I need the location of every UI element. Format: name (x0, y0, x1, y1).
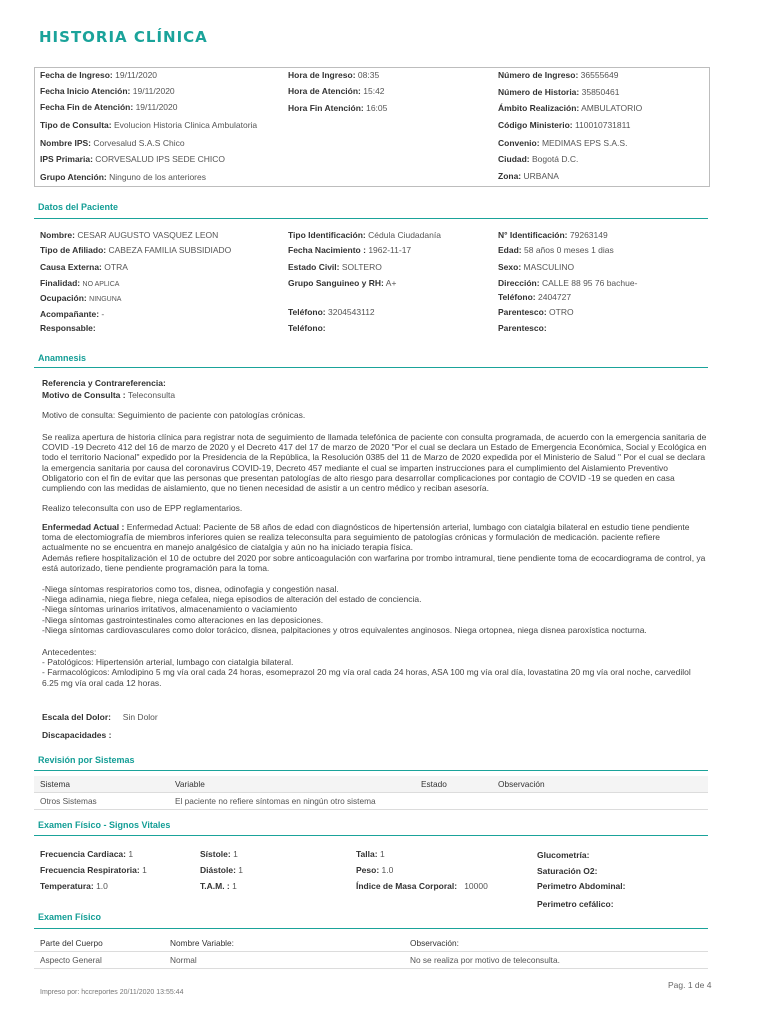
section-title-revision: Revisión por Sistemas (38, 755, 135, 765)
field-row: Teléfono: (288, 323, 326, 333)
paragraph-decree: Se realiza apertura de historia clínica para registrar nota de seguimiento de llamada telefónica de paciente con consulta programada, de acuerdo con la emergencia sanitaria de COVID -19 Decreto 412 del 16 de marzo de 2020 y el Decreto 417 del 17 de marzo de 2020 "Por el cual se declara un Estado de Emergencia Económica, Social y Ecológica en todo el territorio Nacional" expedido por la Presidencia de la República, la Resolución 0385 del 11 de Marzo de 2020 expedida por el Ministerio de Salud " Por el cual se declara la emergencia sanitaria por causa del coronavirus COVID-19, Decreto 457 mediante el cual se imparten instrucciones para el cumplimiento del Aislamiento Preventivo Obligatorio con el fin de evitar que las personas que presentan patologías de alto riesgo para desarrollar complicaciones por contagio de COVID -19 se queden en casa cumpliendo con las medidas de aislamiento, que no tienen necesidad de asistir a un centro médico y reciban asesoría. (42, 432, 707, 494)
field-row: Teléfono: 2404727 (498, 292, 572, 302)
table-cell: Normal (164, 952, 404, 969)
field-row: Edad: 58 años 0 meses 1 dias (498, 245, 614, 255)
section-divider (34, 928, 708, 929)
field-row: Ámbito Realización: AMBULATORIO (498, 103, 643, 113)
table-header-cell: Nombre Variable: (164, 935, 404, 952)
revision-table (34, 776, 708, 810)
field-row: Frecuencia Cardiaca: 1 (40, 849, 134, 859)
table-cell (415, 793, 492, 810)
field-row: Nombre IPS: Corvesalud S.A.S Chico (40, 138, 185, 148)
field-row: Finalidad: NO APLICA (40, 278, 120, 288)
section-divider (34, 218, 708, 219)
antecedentes: Antecedentes: - Patológicos: Hipertensión arterial, lumbago con ciatalgia bilateral. - Farmacológicos: Amlodipino 5 mg vía oral cada 24 horas, esomeprazol 20 mg vía oral cada 24 horas, ASA 100 mg vía oral día, lovastatina 20 mg vía oral noche, carvedilol 6.25 mg vía oral cada 12 horas. (42, 647, 691, 688)
field-row: N° Identificación: 79263149 (498, 230, 608, 240)
section-divider (34, 835, 708, 836)
section-divider (34, 770, 708, 771)
field-row: Ocupación: NINGUNA (40, 293, 122, 303)
field-row: Tipo Identificación: Cédula Ciudadanía (288, 230, 441, 240)
table-row (34, 793, 708, 810)
field-row: Hora de Atención: 15:42 (288, 86, 385, 96)
field-row: Estado Civil: SOLTERO (288, 262, 382, 272)
page-title: HISTORIA CLÍNICA (39, 28, 208, 46)
page-number: Pag. 1 de 4 (668, 980, 712, 990)
field-row: Zona: URBANA (498, 171, 559, 181)
field-row: Peso: 1.0 (356, 865, 394, 875)
examen-table (34, 935, 708, 969)
field-row: Número de Historia: 35850461 (498, 87, 620, 97)
field-row: Convenio: MEDIMAS EPS S.A.S. (498, 138, 628, 148)
table-header-cell: Parte del Cuerpo (34, 935, 164, 952)
table-row (34, 952, 708, 969)
section-divider (34, 367, 708, 368)
print-footer: Impreso por: hccreportes 20/11/2020 13:55:44 (40, 989, 184, 996)
field-row: Glucometría: (537, 850, 590, 860)
field-row: Talla: 1 (356, 849, 385, 859)
field-row: Responsable: (40, 323, 96, 333)
field-row: Sístole: 1 (200, 849, 238, 859)
review-negatives: -Niega síntomas respiratorios como tos, disnea, odinofagia y congestión nasal. -Niega adinamia, niega fiebre, niega cefalea, niega episodios de alteración del estado de conciencia. -Niega síntomas urinarios irritativos, almacenamiento o vaciamiento -Niega síntomas gastrointestinales como alteraciones en las deposiciones. -Niega síntomas cardiovasculares como dolor torácico, disnea, palpitaciones y otros equivalentes anginosos. Niega ortopnea, niega disnea paroxística nocturna. (42, 584, 647, 635)
table-cell: Otros Sistemas (34, 793, 169, 810)
field-row: Dirección: CALLE 88 95 76 bachue- (498, 278, 638, 288)
field-row: Hora Fin Atención: 16:05 (288, 103, 388, 113)
field-row: Grupo Atención: Ninguno de los anteriores (40, 172, 206, 182)
field-row: Diástole: 1 (200, 865, 244, 875)
field-row: IPS Primaria: CORVESALUD IPS SEDE CHICO (40, 154, 226, 164)
field-row: Parentesco: (498, 323, 547, 333)
field-row: Perimetro Abdominal: (537, 881, 626, 891)
referencia-label: Referencia y Contrareferencia: (42, 378, 166, 388)
field-row: Tipo de Consulta: Evolucion Historia Clinica Ambulatoria (40, 120, 258, 130)
field-row: Parentesco: OTRO (498, 307, 574, 317)
motivo-text: Motivo de consulta: Seguimiento de paciente con patologías crónicas. (42, 410, 306, 420)
field-row: Nombre: CESAR AUGUSTO VASQUEZ LEON (40, 230, 219, 240)
field-row: Código Ministerio: 110010731811 (498, 120, 631, 130)
table-cell (492, 793, 708, 810)
discapacidades: Discapacidades : (42, 730, 112, 740)
escala-dolor: Escala del Dolor: Sin Dolor (42, 712, 158, 722)
field-row: T.A.M. : 1 (200, 881, 237, 891)
section-title-vitales: Examen Físico - Signos Vitales (38, 820, 171, 830)
table-cell: El paciente no refiere síntomas en ningún otro sistema (169, 793, 415, 810)
table-header-cell: Variable (169, 776, 415, 793)
paragraph-epp: Realizo teleconsulta con uso de EPP reglamentarios. (42, 503, 243, 513)
table-header-cell: Observación: (404, 935, 708, 952)
field-row: Fecha de Ingreso: 19/11/2020 (40, 70, 158, 80)
field-row: Fecha Inicio Atención: 19/11/2020 (40, 86, 175, 96)
enfermedad-actual: Enfermedad Actual : Enfermedad Actual: Paciente de 58 años de edad con diagnósticos de hipertensión arterial, lumbago con ciatalgia bilateral en estudio tiene pendiente toma de electomiografía de miembros inferiores quien se realiza teleconsulta para seguimiento de patologías crónicas y formulación de medicación. paciente refiere actualmente no se encuentra en manejo analgésico de ciatalgia y aún no ha iniciado terapia física. Además refiere hospitalización el 10 de octubre del 2020 por sobre anticoagulación con warfarina por trombo intramural, tiene pendiente toma de ecocardiograma de control, ya está autorizado, tiene pendiente programación para la toma. (42, 522, 706, 573)
field-row: Fecha Nacimiento : 1962-11-17 (288, 245, 412, 255)
field-row: Temperatura: 1.0 (40, 881, 108, 891)
field-row: Perimetro cefálico: (537, 899, 614, 909)
field-row: Hora de Ingreso: 08:35 (288, 70, 380, 80)
field-row: Número de Ingreso: 36555649 (498, 70, 619, 80)
section-title-paciente: Datos del Paciente (38, 202, 119, 212)
field-row: Sexo: MASCULINO (498, 262, 575, 272)
field-row: Teléfono: 3204543112 (288, 307, 375, 317)
field-row: Frecuencia Respiratoria: 1 (40, 865, 147, 875)
table-header-cell: Observación (492, 776, 708, 793)
table-header-row (34, 935, 708, 952)
table-header-row (34, 776, 708, 793)
field-row: Causa Externa: OTRA (40, 262, 128, 272)
field-row: Saturación O2: (537, 866, 598, 876)
field-row: Índice de Masa Corporal: 10000 (356, 881, 488, 891)
table-header-cell: Estado (415, 776, 492, 793)
field-row: Acompañante: - (40, 309, 105, 319)
table-header-cell: Sistema (34, 776, 169, 793)
motivo-consulta: Motivo de Consulta : Teleconsulta (42, 390, 176, 400)
field-row: Fecha Fin de Atención: 19/11/2020 (40, 102, 178, 112)
field-row: Grupo Sanguineo y RH: A+ (288, 278, 397, 288)
table-cell: Aspecto General (34, 952, 164, 969)
field-row: Tipo de Afiliado: CABEZA FAMILIA SUBSIDIADO (40, 245, 232, 255)
field-row: Ciudad: Bogotá D.C. (498, 154, 579, 164)
section-title-anamnesis: Anamnesis (38, 353, 87, 363)
section-title-examen: Examen Físico (38, 912, 102, 922)
table-cell: No se realiza por motivo de teleconsulta. (404, 952, 708, 969)
